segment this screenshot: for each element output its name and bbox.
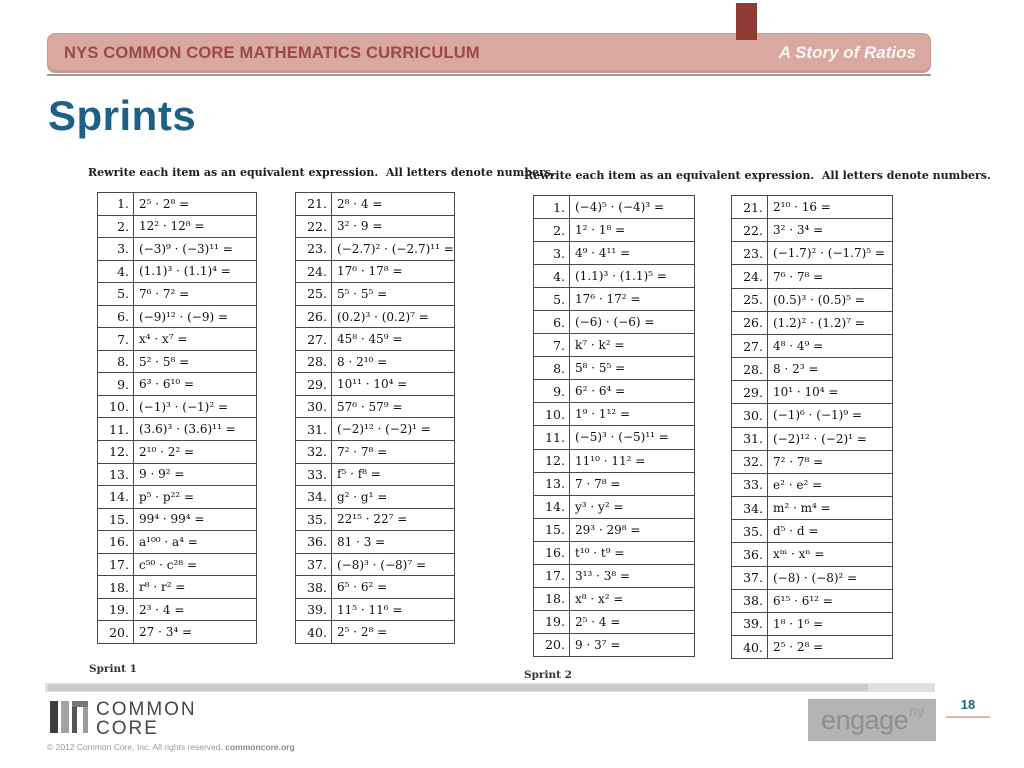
problem-number: 34. [743,500,763,516]
table-row [732,335,892,358]
problem-number: 29. [307,376,327,392]
problem-expression: 5² · 5⁸ = [133,351,256,373]
sprint2-table-right [731,195,893,659]
problem-number: 12. [109,444,129,460]
page-title: Sprints [48,92,197,139]
problem-expression: e² · e² = [767,474,892,496]
table-row [98,261,256,284]
problem-number: 36. [743,546,763,562]
table-row [732,451,892,474]
problem-expression: r⁸ · r² = [133,576,256,598]
divider-thumb [48,684,868,691]
table-row [732,543,892,566]
problem-expression: 6² · 6⁴ = [569,380,694,402]
table-row [732,497,892,520]
table-row [534,311,694,334]
problem-number: 33. [307,466,327,482]
problem-number: 15. [545,522,565,538]
problem-expression: 22¹⁵ · 22⁷ = [331,509,454,531]
table-row [534,242,694,265]
problem-expression: 11¹⁰ · 11² = [569,450,694,472]
problem-number: 7. [117,331,129,347]
problem-number: 15. [109,511,129,527]
table-row [98,328,256,351]
header-banner [47,33,931,73]
table-row [296,396,454,419]
table-row [98,486,256,509]
problem-expression: 4⁸ · 4⁹ = [767,335,892,357]
problem-number: 23. [743,245,763,261]
problem-expression: x⁸ · x² = [569,588,694,610]
problem-expression: 2⁵ · 2⁸ = [767,636,892,658]
table-row [732,404,892,427]
problem-expression: 2⁵ · 2⁸ = [133,193,256,215]
table-row [98,396,256,419]
table-row [534,634,694,656]
table-row [296,306,454,329]
problem-expression: (0.2)³ · (0.2)⁷ = [331,306,454,328]
table-row [732,196,892,219]
problem-expression: (−5)³ · (−5)¹¹ = [569,426,694,448]
table-row [98,216,256,239]
problem-number: 33. [743,477,763,493]
copyright-link: commoncore.org [225,742,295,752]
problem-number: 31. [743,431,763,447]
table-row [98,238,256,261]
problem-expression: 57⁶ · 57⁹ = [331,396,454,418]
problem-number: 11. [545,429,565,445]
problem-number: 8. [553,360,565,376]
common-core-line1: COMMON [96,699,197,720]
problem-number: 19. [109,602,129,618]
table-row [98,193,256,216]
table-row [732,613,892,636]
problem-expression: 1⁹ · 1¹² = [569,403,694,425]
problem-expression: 17⁶ · 17⁸ = [331,261,454,283]
table-row [296,621,454,643]
problem-number: 14. [545,499,565,515]
page-number: 18 [960,697,976,712]
problem-expression: 3¹³ · 3⁸ = [569,565,694,587]
problem-expression: t¹⁰ · t⁹ = [569,542,694,564]
problem-expression: 1² · 1⁸ = [569,219,694,241]
problem-expression: (−6) · (−6) = [569,311,694,333]
problem-number: 4. [117,263,129,279]
table-row [296,238,454,261]
problem-expression: 45⁸ · 45⁹ = [331,328,454,350]
common-core-bars-icon [50,699,92,737]
table-row [534,380,694,403]
problem-expression: (0.5)³ · (0.5)⁵ = [767,289,892,311]
problem-expression: f⁵ · f⁸ = [331,464,454,486]
problem-number: 27. [743,338,763,354]
problem-expression: 2³ · 4 = [133,599,256,621]
problem-number: 30. [743,407,763,423]
header-divider [47,74,931,76]
problem-number: 28. [743,361,763,377]
common-core-line2: CORE [96,718,159,739]
table-row [534,542,694,565]
table-row [98,373,256,396]
table-row [296,328,454,351]
table-row [98,283,256,306]
problem-number: 9. [553,383,565,399]
problem-number: 32. [743,454,763,470]
table-row [534,219,694,242]
problem-number: 3. [553,245,565,261]
table-row [534,496,694,519]
problem-number: 29. [743,384,763,400]
problem-number: 5. [117,286,129,302]
problem-number: 21. [307,196,327,212]
table-row [534,288,694,311]
problem-number: 25. [307,286,327,302]
problem-expression: 81 · 3 = [331,531,454,553]
problem-number: 18. [109,579,129,595]
table-row [732,219,892,242]
problem-expression: c⁵⁰ · c²⁸ = [133,554,256,576]
footer-divider-bar [45,683,935,692]
problem-number: 18. [545,591,565,607]
problem-expression: (−1.7)² · (−1.7)⁵ = [767,242,892,264]
problem-number: 35. [307,511,327,527]
sprint2-table-left [533,195,695,657]
problem-expression: (3.6)³ · (3.6)¹¹ = [133,418,256,440]
table-row [296,193,454,216]
problem-expression: (−2)¹² · (−2)¹ = [767,428,892,450]
problem-expression: 27 · 3⁴ = [133,621,256,643]
problem-number: 40. [307,624,327,640]
table-row [98,464,256,487]
problem-number: 20. [109,624,129,640]
problem-expression: 1⁸ · 1⁶ = [767,613,892,635]
table-row [296,464,454,487]
table-row [534,473,694,496]
problem-number: 16. [109,534,129,550]
table-row [732,428,892,451]
table-row [98,509,256,532]
problem-expression: 7⁶ · 7² = [133,283,256,305]
table-row [732,567,892,590]
table-row [732,242,892,265]
table-row [732,358,892,381]
table-row [732,312,892,335]
table-row [732,520,892,543]
problem-number: 6. [117,309,129,324]
sprint1-instructions: Rewrite each item as an equivalent expression. All letters denote numbers. [88,166,555,179]
problem-expression: (−8)³ · (−8)⁷ = [331,554,454,576]
problem-expression: p⁵ · p²² = [133,486,256,508]
table-row [98,576,256,599]
problem-expression: m² · m⁴ = [767,497,892,519]
problem-expression: 2⁵ · 2⁸ = [331,621,454,643]
problem-number: 11. [109,421,129,437]
problem-expression: (−3)⁹ · (−3)¹¹ = [133,238,256,260]
problem-number: 38. [307,579,327,595]
table-row [732,590,892,613]
sprint1-label: Sprint 1 [89,663,137,675]
problem-expression: 5⁵ · 5⁵ = [331,283,454,305]
table-row [732,381,892,404]
problem-number: 27. [307,331,327,347]
problem-expression: (1.2)² · (1.2)⁷ = [767,312,892,334]
problem-number: 36. [307,534,327,550]
problem-number: 17. [109,557,129,573]
problem-number: 39. [743,616,763,632]
problem-expression: 5⁸ · 5⁵ = [569,357,694,379]
problem-expression: k⁷ · k² = [569,334,694,356]
table-row [534,450,694,473]
problem-number: 22. [307,218,327,234]
table-row [296,441,454,464]
problem-expression: 10¹ · 10⁴ = [767,381,892,403]
problem-expression: (1.1)³ · (1.1)⁵ = [569,265,694,287]
common-core-wordmark [96,700,197,738]
problem-expression: 8 · 2³ = [767,358,892,380]
problem-number: 37. [307,557,327,573]
table-row [98,306,256,329]
problem-number: 24. [743,269,763,285]
problem-number: 34. [307,489,327,505]
problem-expression: 99⁴ · 99⁴ = [133,509,256,531]
problem-number: 9. [117,376,129,392]
table-row [534,334,694,357]
problem-expression: 11⁵ · 11⁶ = [331,599,454,621]
table-row [296,216,454,239]
problem-expression: 6⁵ · 6² = [331,576,454,598]
problem-expression: 3² · 3⁴ = [767,219,892,241]
problem-number: 13. [545,476,565,492]
problem-number: 38. [743,593,763,609]
table-row [296,373,454,396]
problem-number: 26. [307,309,327,324]
table-row [732,636,892,658]
problem-expression: d⁵ · d = [767,520,892,542]
table-row [98,441,256,464]
problem-number: 31. [307,421,327,437]
engage-wordmark: engage [821,704,909,735]
problem-number: 40. [743,639,763,655]
table-row [534,196,694,219]
problem-expression: 17⁶ · 17² = [569,288,694,310]
engage-ny-superscript: ny [909,703,924,719]
problem-number: 1. [553,199,565,215]
problem-number: 4. [553,268,565,284]
problem-expression: 2¹⁰ · 2² = [133,441,256,463]
sprint2-label: Sprint 2 [524,669,572,681]
problem-number: 23. [307,241,327,257]
table-row [98,621,256,643]
problem-number: 35. [743,523,763,539]
table-row [534,403,694,426]
table-row [98,554,256,577]
problem-expression: 4⁹ · 4¹¹ = [569,242,694,264]
problem-number: 19. [545,614,565,630]
problem-expression: (−1)³ · (−1)² = [133,396,256,418]
problem-expression: 7 · 7⁸ = [569,473,694,495]
problem-number: 32. [307,444,327,460]
table-row [296,554,454,577]
problem-expression: 2⁵ · 4 = [569,611,694,633]
problem-number: 22. [743,222,763,238]
table-row [98,531,256,554]
problem-expression: xᵐ · xⁿ = [767,543,892,565]
problem-number: 5. [553,291,565,307]
table-row [296,261,454,284]
table-row [98,351,256,374]
problem-expression: 7² · 7⁸ = [331,441,454,463]
problem-number: 26. [743,315,763,331]
problem-expression: 3² · 9 = [331,216,454,238]
series-title: A Story of Ratios [778,43,916,62]
problem-number: 2. [117,218,129,234]
bookmark-ribbon [736,3,757,40]
problem-expression: 7⁶ · 7⁸ = [767,265,892,287]
problem-expression: 12² · 12⁸ = [133,216,256,238]
problem-expression: (−4)⁵ · (−4)³ = [569,196,694,218]
table-row [732,265,892,288]
problem-number: 17. [545,568,565,584]
sprint1-table-right [295,192,455,644]
problem-expression: x⁴ · x⁷ = [133,328,256,350]
problem-expression: 9 · 3⁷ = [569,634,694,656]
problem-expression: 2¹⁰ · 16 = [767,196,892,218]
problem-expression: (−9)¹² · (−9) = [133,306,256,328]
table-row [296,509,454,532]
copyright-text [47,742,295,752]
problem-number: 1. [117,196,129,212]
table-row [534,565,694,588]
problem-number: 14. [109,489,129,505]
table-row [296,418,454,441]
problem-number: 10. [545,406,565,422]
table-row [296,576,454,599]
table-row [732,289,892,312]
problem-expression: 29³ · 29⁸ = [569,519,694,541]
problem-number: 13. [109,466,129,482]
problem-expression: 10¹¹ · 10⁴ = [331,373,454,395]
table-row [98,418,256,441]
curriculum-title: NYS COMMON CORE MATHEMATICS CURRICULUM [64,43,480,62]
sprint1-table-left [97,192,257,644]
table-row [732,474,892,497]
sprint2-instructions: Rewrite each item as an equivalent expression. All letters denote numbers. [524,169,991,182]
problem-number: 30. [307,399,327,415]
problem-number: 7. [553,337,565,353]
table-row [534,611,694,634]
problem-number: 8. [117,354,129,370]
problem-expression: 9 · 9² = [133,464,256,486]
table-row [534,588,694,611]
problem-number: 12. [545,453,565,469]
problem-expression: 7² · 7⁸ = [767,451,892,473]
problem-expression: 6³ · 6¹⁰ = [133,373,256,395]
table-row [534,357,694,380]
problem-number: 20. [545,637,565,653]
table-row [534,265,694,288]
problem-expression: (−2.7)² · (−2.7)¹¹ = [331,238,454,260]
problem-number: 25. [743,292,763,308]
table-row [296,531,454,554]
problem-number: 24. [307,263,327,279]
problem-number: 10. [109,399,129,415]
table-row [296,351,454,374]
problem-number: 37. [743,570,763,586]
problem-expression: g² · g¹ = [331,486,454,508]
table-row [534,519,694,542]
problem-number: 28. [307,354,327,370]
table-row [296,599,454,622]
problem-number: 3. [117,241,129,257]
page-number-underline [946,716,990,718]
problem-expression: a¹⁰⁰ · a⁴ = [133,531,256,553]
problem-expression: 6¹⁵ · 6¹² = [767,590,892,612]
problem-number: 2. [553,222,565,238]
table-row [534,426,694,449]
problem-number: 21. [743,199,763,215]
problem-number: 6. [553,314,565,330]
problem-expression: (−1)⁶ · (−1)⁹ = [767,404,892,426]
problem-expression: 8 · 2¹⁰ = [331,351,454,373]
problem-number: 16. [545,545,565,561]
table-row [296,486,454,509]
problem-expression: (−2)¹² · (−2)¹ = [331,418,454,440]
engage-ny-logo [808,699,936,741]
problem-expression: (1.1)³ · (1.1)⁴ = [133,261,256,283]
problem-number: 39. [307,602,327,618]
problem-expression: (−8) · (−8)² = [767,567,892,589]
table-row [296,283,454,306]
problem-expression: y³ · y² = [569,496,694,518]
table-row [98,599,256,622]
problem-expression: 2⁸ · 4 = [331,193,454,215]
copyright-main: © 2012 Common Core, Inc. All rights reserved. [47,742,226,752]
